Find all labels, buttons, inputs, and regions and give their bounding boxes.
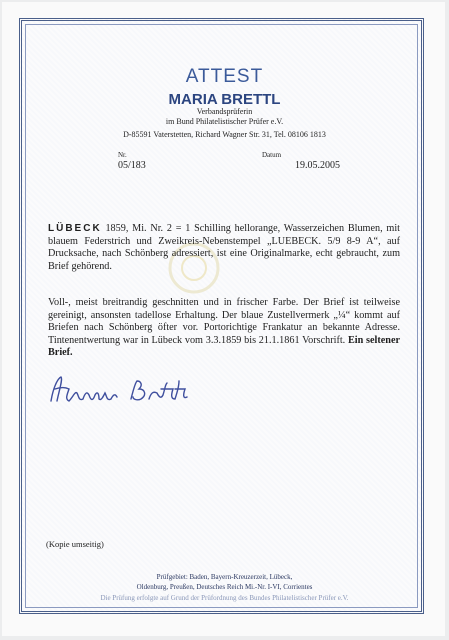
examiner-address: D-85591 Vaterstetten, Richard Wagner Str. 31, Tel. 08106 1813 xyxy=(123,130,326,139)
nr-label: Nr. xyxy=(118,151,127,159)
examiner-association: im Bund Philatelistischer Prüfer e.V. xyxy=(165,117,284,126)
footer-regulation-note: Die Prüfung erfolgte auf Grund der Prüfordnung des Bundes Philatelistischer Prüfer e.V. xyxy=(100,594,349,602)
certificate-paragraph-1 xyxy=(48,223,400,273)
stamp-origin: LÜBECK xyxy=(48,223,102,234)
certificate-paragraph-2 xyxy=(48,297,400,360)
nr-value: 05/183 xyxy=(118,160,146,171)
paragraph-1-text: 1859, Mi. Nr. 2 = 1 Schilling hellorange, Wasserzeichen Blumen, mit blauem Federstrich und Zweikreis-Nebenstempel „LUEBECK. 5/9 8-9 A“, auf Drucksache, nach Schönberg adressiert, ist eine Originalmarke, echt gebraucht, zum Brief gehörend. xyxy=(48,223,400,272)
handwritten-signature-icon xyxy=(45,371,195,411)
paragraph-2-text: Voll-, meist breitrandig geschnitten und in frischer Farbe. Der Brief ist teilweise gereinigt, ansonsten tadellose Erhaltung. Der blaue Zustellvermerk „¼“ kommt auf Briefen nach Schönberg öfter vor. Portorichtige Frankatur an bekannte Adresse. Tintenentwertung war in Lübeck vom 3.3.1859 bis 21.1.1861 Vorschrift. xyxy=(48,297,400,346)
footer-scope-line-1: Prüfgebiet: Baden, Bayern-Kreuzerzeit, Lübeck, xyxy=(156,573,293,581)
datum-label: Datum xyxy=(262,151,282,159)
attest-title: ATTEST xyxy=(185,66,264,87)
paragraph-2-emphasis: Ein seltener Brief. xyxy=(48,334,400,359)
footer-scope-line-2: Oldenburg, Preußen, Deutsches Reich Mi.-Nr. I-VI, Corrientes xyxy=(136,583,313,591)
examiner-name: MARIA BRETTL xyxy=(168,91,281,108)
examiner-role: Verbandsprüferin xyxy=(196,107,253,116)
copy-note: (Kopie umseitig) xyxy=(46,539,104,549)
datum-value: 19.05.2005 xyxy=(295,160,340,171)
